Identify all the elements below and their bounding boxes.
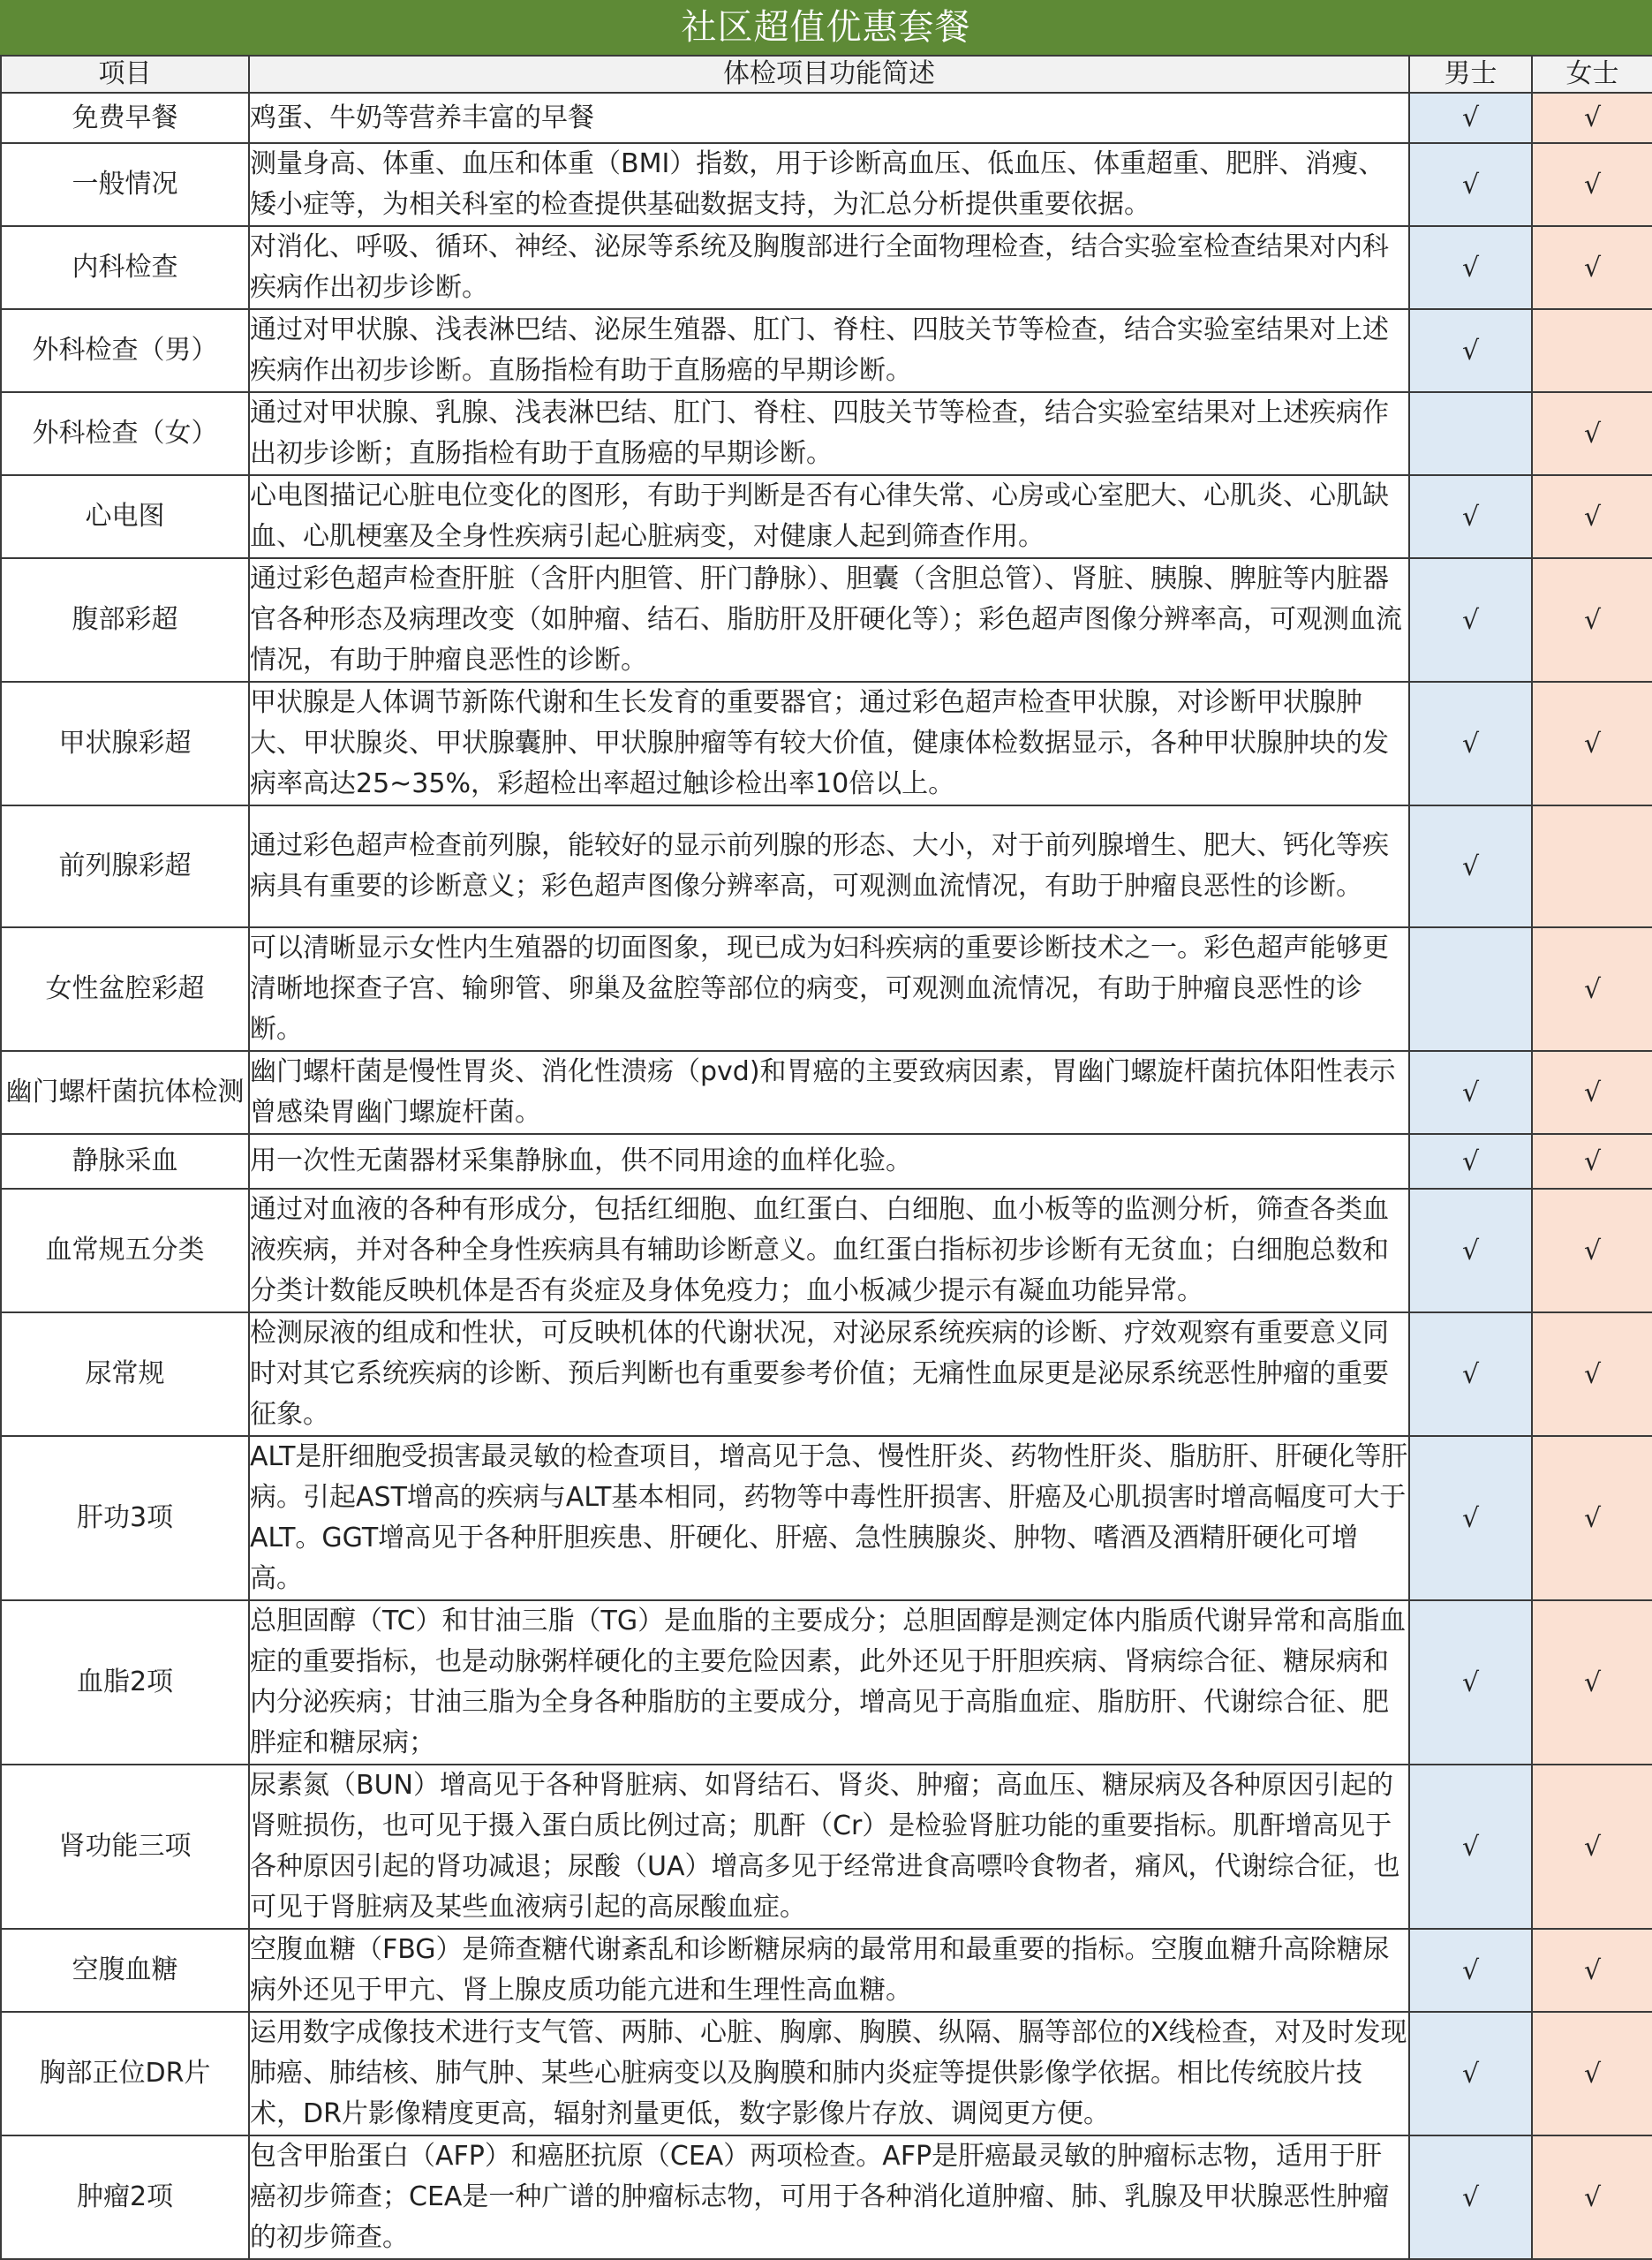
- table-row: [1, 93, 1652, 143]
- table-row: [1, 1436, 1652, 1600]
- table-row: [1, 1929, 1652, 2012]
- table-row: [1, 143, 1652, 226]
- female-check: √: [1532, 1765, 1652, 1929]
- male-check: √: [1409, 682, 1532, 805]
- female-check: [1532, 805, 1652, 927]
- row-item-name: 前列腺彩超: [1, 805, 249, 927]
- row-item-name: 胸部正位DR片: [1, 2012, 249, 2135]
- female-check: √: [1532, 1134, 1652, 1189]
- row-description: 通过彩色超声检查肝脏（含肝内胆管、肝门静脉）、胆囊（含胆总管）、肾脏、胰腺、脾脏等内脏器官各种形态及病理改变（如肿瘤、结石、脂肪肝及肝硬化等）；彩色超声图像分辨率高，可观测血流情况，有助于肿瘤良恶性的诊断。: [249, 558, 1409, 682]
- row-description: 幽门螺杆菌是慢性胃炎、消化性溃疡（pvd)和胃癌的主要致病因素，胃幽门螺旋杆菌抗体阳性表示曾感染胃幽门螺旋杆菌。: [249, 1051, 1409, 1134]
- row-item-name: 肾功能三项: [1, 1765, 249, 1929]
- row-description: 用一次性无菌器材采集静脉血，供不同用途的血样化验。: [249, 1134, 1409, 1189]
- row-item-name: 腹部彩超: [1, 558, 249, 682]
- row-description: 总胆固醇（TC）和甘油三脂（TG）是血脂的主要成分；总胆固醇是测定体内脂质代谢异常和高脂血症的重要指标，也是动脉粥样硬化的主要危险因素，此外还见于肝胆疾病、肾病综合征、糖尿病和内分泌疾病；甘油三脂为全身各种脂肪的主要成分，增高见于高脂血症、脂肪肝、代谢综合征、肥胖症和糖尿病；: [249, 1600, 1409, 1765]
- female-check: √: [1532, 143, 1652, 226]
- table-row: [1, 392, 1652, 475]
- female-check: √: [1532, 1600, 1652, 1765]
- male-check: √: [1409, 1436, 1532, 1600]
- female-check: √: [1532, 1929, 1652, 2012]
- male-check: √: [1409, 309, 1532, 392]
- male-check: √: [1409, 1929, 1532, 2012]
- male-check: [1409, 392, 1532, 475]
- page-title: 社区超值优惠套餐: [0, 0, 1652, 55]
- table-row: [1, 1600, 1652, 1765]
- header-male: 男士: [1409, 56, 1532, 93]
- female-check: √: [1532, 1312, 1652, 1436]
- package-table: [0, 55, 1652, 2260]
- row-item-name: 空腹血糖: [1, 1929, 249, 2012]
- female-check: √: [1532, 475, 1652, 558]
- row-description: 包含甲胎蛋白（AFP）和癌胚抗原（CEA）两项检查。AFP是肝癌最灵敏的肿瘤标志物，适用于肝癌初步筛查；CEA是一种广谱的肿瘤标志物，可用于各种消化道肿瘤、肺、乳腺及甲状腺恶性肿瘤的初步筛查。: [249, 2135, 1409, 2259]
- row-description: 测量身高、体重、血压和体重（BMI）指数，用于诊断高血压、低血压、体重超重、肥胖、消瘦、矮小症等，为相关科室的检查提供基础数据支持，为汇总分析提供重要依据。: [249, 143, 1409, 226]
- row-description: ALT是肝细胞受损害最灵敏的检查项目，增高见于急、慢性肝炎、药物性肝炎、脂肪肝、肝硬化等肝病。引起AST增高的疾病与ALT基本相同，药物等中毒性肝损害、肝癌及心肌损害时增高幅度可大于ALT。GGT增高见于各种肝胆疾患、肝硬化、肝癌、急性胰腺炎、肿物、嗜酒及酒精肝硬化可增高。: [249, 1436, 1409, 1600]
- table-row: [1, 805, 1652, 927]
- row-item-name: 血常规五分类: [1, 1189, 249, 1312]
- male-check: √: [1409, 2012, 1532, 2135]
- male-check: √: [1409, 475, 1532, 558]
- header-row: [1, 56, 1652, 93]
- row-item-name: 静脉采血: [1, 1134, 249, 1189]
- female-check: √: [1532, 1051, 1652, 1134]
- row-description: 鸡蛋、牛奶等营养丰富的早餐: [249, 93, 1409, 143]
- female-check: √: [1532, 392, 1652, 475]
- table-row: [1, 927, 1652, 1051]
- row-item-name: 免费早餐: [1, 93, 249, 143]
- table-row: [1, 2012, 1652, 2135]
- male-check: √: [1409, 2135, 1532, 2259]
- row-item-name: 甲状腺彩超: [1, 682, 249, 805]
- row-description: 检测尿液的组成和性状，可反映机体的代谢状况，对泌尿系统疾病的诊断、疗效观察有重要意义同时对其它系统疾病的诊断、预后判断也有重要参考价值；无痛性血尿更是泌尿系统恶性肿瘤的重要征象。: [249, 1312, 1409, 1436]
- table-row: [1, 2135, 1652, 2259]
- row-item-name: 女性盆腔彩超: [1, 927, 249, 1051]
- table-row: [1, 475, 1652, 558]
- row-description: 通过对甲状腺、乳腺、浅表淋巴结、肛门、脊柱、四肢关节等检查，结合实验室结果对上述疾病作出初步诊断；直肠指检有助于直肠癌的早期诊断。: [249, 392, 1409, 475]
- female-check: √: [1532, 1189, 1652, 1312]
- male-check: √: [1409, 1134, 1532, 1189]
- row-description: 通过彩色超声检查前列腺，能较好的显示前列腺的形态、大小，对于前列腺增生、肥大、钙化等疾病具有重要的诊断意义；彩色超声图像分辨率高，可观测血流情况，有助于肿瘤良恶性的诊断。: [249, 805, 1409, 927]
- table-row: [1, 558, 1652, 682]
- header-description: 体检项目功能简述: [249, 56, 1409, 93]
- male-check: √: [1409, 1189, 1532, 1312]
- row-item-name: 外科检查（女）: [1, 392, 249, 475]
- row-item-name: 肝功3项: [1, 1436, 249, 1600]
- female-check: √: [1532, 226, 1652, 309]
- female-check: √: [1532, 2012, 1652, 2135]
- female-check: √: [1532, 1436, 1652, 1600]
- male-check: √: [1409, 143, 1532, 226]
- table-row: [1, 1765, 1652, 1929]
- female-check: √: [1532, 558, 1652, 682]
- row-item-name: 血脂2项: [1, 1600, 249, 1765]
- table-row: [1, 1189, 1652, 1312]
- row-description: 运用数字成像技术进行支气管、两肺、心脏、胸廓、胸膜、纵隔、膈等部位的X线检查，对及时发现肺癌、肺结核、肺气肿、某些心脏病变以及胸膜和肺内炎症等提供影像学依据。相比传统胶片技术，DR片影像精度更高，辐射剂量更低，数字影像片存放、调阅更方便。: [249, 2012, 1409, 2135]
- header-item: 项目: [1, 56, 249, 93]
- header-female: 女士: [1532, 56, 1652, 93]
- male-check: √: [1409, 1051, 1532, 1134]
- table-row: [1, 1312, 1652, 1436]
- male-check: √: [1409, 1312, 1532, 1436]
- row-item-name: 外科检查（男）: [1, 309, 249, 392]
- row-item-name: 内科检查: [1, 226, 249, 309]
- male-check: √: [1409, 226, 1532, 309]
- male-check: √: [1409, 1600, 1532, 1765]
- female-check: √: [1532, 93, 1652, 143]
- row-description: 尿素氮（BUN）增高见于各种肾脏病、如肾结石、肾炎、肿瘤；高血压、糖尿病及各种原因引起的肾赃损伤，也可见于摄入蛋白质比例过高；肌酐（Cr）是检验肾脏功能的重要指标。肌酐增高见于各种原因引起的肾功减退；尿酸（UA）增高多见于经常进食高嘌呤食物者，痛风，代谢综合征，也可见于肾脏病及某些血液病引起的高尿酸血症。: [249, 1765, 1409, 1929]
- male-check: √: [1409, 805, 1532, 927]
- table-row: [1, 1051, 1652, 1134]
- female-check: √: [1532, 927, 1652, 1051]
- row-description: 对消化、呼吸、循环、神经、泌尿等系统及胸腹部进行全面物理检查，结合实验室检查结果对内科疾病作出初步诊断。: [249, 226, 1409, 309]
- row-item-name: 幽门螺杆菌抗体检测: [1, 1051, 249, 1134]
- male-check: √: [1409, 558, 1532, 682]
- row-description: 心电图描记心脏电位变化的图形，有助于判断是否有心律失常、心房或心室肥大、心肌炎、心肌缺血、心肌梗塞及全身性疾病引起心脏病变，对健康人起到筛查作用。: [249, 475, 1409, 558]
- row-description: 甲状腺是人体调节新陈代谢和生长发育的重要器官；通过彩色超声检查甲状腺，对诊断甲状腺肿大、甲状腺炎、甲状腺囊肿、甲状腺肿瘤等有较大价值，健康体检数据显示，各种甲状腺肿块的发病率高达25~35%，彩超检出率超过触诊检出率10倍以上。: [249, 682, 1409, 805]
- male-check: [1409, 927, 1532, 1051]
- row-description: 可以清晰显示女性内生殖器的切面图象，现已成为妇科疾病的重要诊断技术之一。彩色超声能够更清晰地探查子宫、输卵管、卵巢及盆腔等部位的病变，可观测血流情况，有助于肿瘤良恶性的诊断。: [249, 927, 1409, 1051]
- female-check: [1532, 309, 1652, 392]
- table-row: [1, 1134, 1652, 1189]
- female-check: √: [1532, 682, 1652, 805]
- row-description: 通过对血液的各种有形成分，包括红细胞、血红蛋白、白细胞、血小板等的监测分析，筛查各类血液疾病，并对各种全身性疾病具有辅助诊断意义。血红蛋白指标初步诊断有无贫血；白细胞总数和分类计数能反映机体是否有炎症及身体免疫力；血小板减少提示有凝血功能异常。: [249, 1189, 1409, 1312]
- table-row: [1, 682, 1652, 805]
- male-check: √: [1409, 93, 1532, 143]
- female-check: √: [1532, 2135, 1652, 2259]
- table-row: [1, 309, 1652, 392]
- row-item-name: 一般情况: [1, 143, 249, 226]
- row-description: 通过对甲状腺、浅表淋巴结、泌尿生殖器、肛门、脊柱、四肢关节等检查，结合实验室结果对上述疾病作出初步诊断。直肠指检有助于直肠癌的早期诊断。: [249, 309, 1409, 392]
- row-item-name: 尿常规: [1, 1312, 249, 1436]
- table-row: [1, 226, 1652, 309]
- row-item-name: 肿瘤2项: [1, 2135, 249, 2259]
- row-description: 空腹血糖（FBG）是筛查糖代谢紊乱和诊断糖尿病的最常用和最重要的指标。空腹血糖升高除糖尿病外还见于甲亢、肾上腺皮质功能亢进和生理性高血糖。: [249, 1929, 1409, 2012]
- row-item-name: 心电图: [1, 475, 249, 558]
- male-check: √: [1409, 1765, 1532, 1929]
